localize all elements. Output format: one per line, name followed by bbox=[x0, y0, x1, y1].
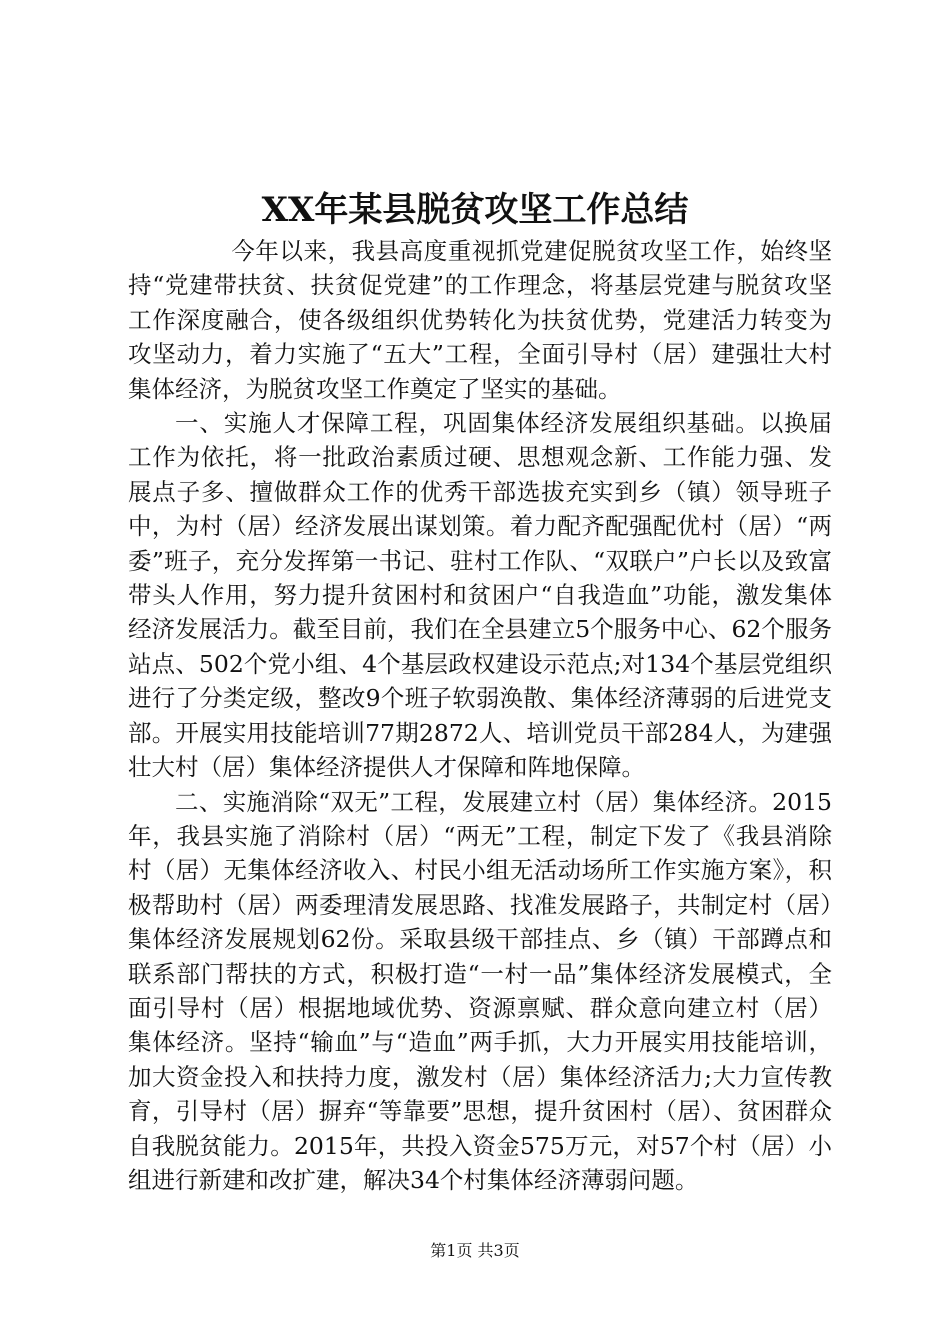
document-body bbox=[128, 234, 832, 1197]
paragraph-section-1: 一、实施人才保障工程，巩固集体经济发展组织基础。以换届工作为依托，将一批政治素质过硬、思想观念新、工作能力强、发展点子多、擅做群众工作的优秀干部选拔充实到乡（镇）领导班子中，为村（居）经济发展出谋划策。着力配齐配强配优村（居）“两委”班子，充分发挥第一书记、驻村工作队、“双联户”户长以及致富带头人作用，努力提升贫困村和贫困户“自我造血”功能，激发集体经济发展活力。截至目前，我们在全县建立5个服务中心、62个服务站点、502个党小组、4个基层政权建设示范点;对134个基层党组织进行了分类定级，整改9个班子软弱涣散、集体经济薄弱的后进党支部。开展实用技能培训77期2872人、培训党员干部284人，为建强壮大村（居）集体经济提供人才保障和阵地保障。 bbox=[128, 409, 832, 782]
paragraph-intro: 今年以来，我县高度重视抓党建促脱贫攻坚工作，始终坚持“党建带扶贫、扶贫促党建”的工作理念，将基层党建与脱贫攻坚工作深度融合，使各级组织优势转化为扶贫优势，党建活力转变为攻坚动力，着力实施了“五大”工程，全面引导村（居）建强壮大村集体经济，为脱贫攻坚工作奠定了坚实的基础。 bbox=[128, 237, 832, 403]
page-footer: 第1页 共3页 bbox=[430, 1241, 520, 1260]
document-title: XX年某县脱贫攻坚工作总结 bbox=[261, 190, 689, 230]
paragraph-section-2: 二、实施消除“双无”工程，发展建立村（居）集体经济。2015年，我县实施了消除村（居）“两无”工程，制定下发了《我县消除村（居）无集体经济收入、村民小组无活动场所工作实施方案》，积极帮助村（居）两委理清发展思路、找准发展路子，共制定村（居）集体经济发展规划62份。采取县级干部挂点、乡（镇）干部蹲点和联系部门帮扶的方式，积极打造“一村一品”集体经济发展模式，全面引导村（居）根据地域优势、资源禀赋、群众意向建立村（居）集体经济。坚持“输血”与“造血”两手抓，大力开展实用技能培训，加大资金投入和扶持力度，激发村（居）集体经济活力;大力宣传教育，引导村（居）摒弃“等靠要”思想，提升贫困村（居）、贫困群众自我脱贫能力。2015年，共投入资金575万元，对57个村（居）小组进行新建和改扩建，解决34个村集体经济薄弱问题。 bbox=[128, 787, 832, 1194]
